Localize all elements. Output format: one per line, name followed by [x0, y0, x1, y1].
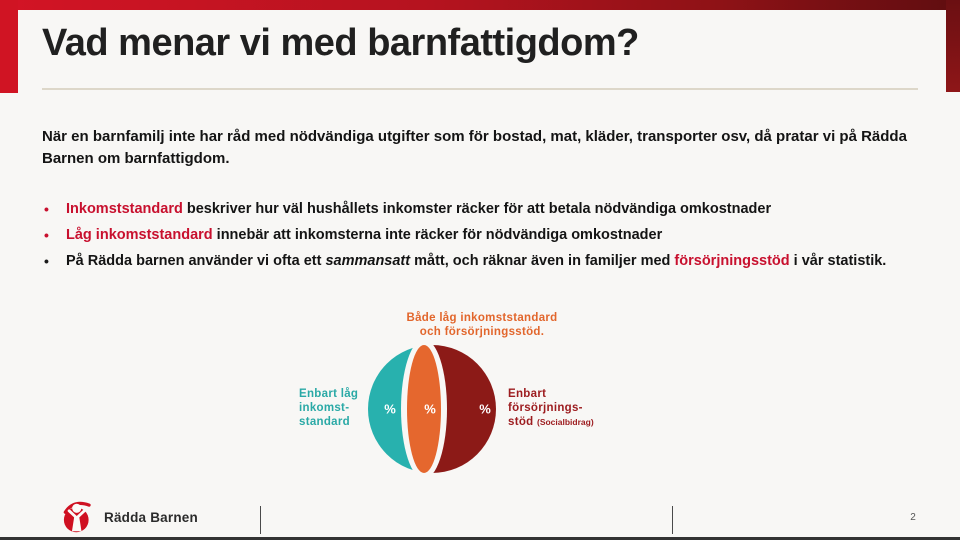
bullet-item-lag-inkomststandard — [42, 228, 938, 243]
footer-divider-right — [672, 506, 673, 534]
footer-divider-left — [260, 506, 261, 534]
bullet-text: På Rädda barnen använder vi ofta ett — [66, 253, 326, 269]
bullet-dot-icon: • — [44, 227, 49, 243]
venn-middle-value: % — [424, 401, 436, 417]
venn-right-label: Enbart försörjnings- stöd (Socialbidrag) — [508, 388, 594, 428]
bullet-highlight-word: försörjningsstöd — [674, 253, 790, 269]
radda-barnen-logo-icon — [62, 498, 100, 536]
bullet-lead: Inkomststandard — [66, 201, 183, 217]
brand-name: Rädda Barnen — [104, 510, 198, 525]
bullet-text: beskriver hur väl hushållets inkomster räcker för att betala nödvändiga omkostnader — [182, 201, 772, 217]
venn-right-value: % — [479, 401, 491, 417]
bullet-lead: Låg inkomststandard — [66, 227, 213, 243]
venn-middle-label: Både låg inkomststandard och försörjningsstöd. — [406, 312, 558, 338]
intro-paragraph: När en barnfamilj inte har råd med nödvändiga utgifter som för bostad, mat, kläder, transporter osv, då pratar vi på Rädda Barnen om barnfattigdom. — [42, 128, 907, 167]
top-red-bar — [0, 0, 960, 10]
bullet-text: i vår statistik. — [789, 253, 887, 269]
bullet-item-inkomststandard — [42, 202, 938, 217]
bullet-dot-icon: • — [44, 253, 49, 269]
slide-title: Vad menar vi med barnfattigdom? — [42, 22, 639, 64]
page-number: 2 — [910, 512, 916, 523]
bullet-dot-icon: • — [44, 201, 49, 217]
venn-right-label-sub: (Socialbidrag) — [536, 417, 594, 427]
title-divider — [42, 88, 918, 90]
venn-diagram — [352, 339, 512, 479]
right-red-strip — [946, 0, 960, 92]
bullet-list — [42, 202, 938, 280]
venn-left-label: Enbart låg inkomst- standard — [299, 388, 359, 428]
venn-left-value: % — [384, 401, 396, 417]
left-red-strip — [0, 0, 18, 93]
bullet-text: innebär att inkomsterna inte räcker för nödvändiga omkostnader — [212, 227, 663, 243]
bullet-italic-word: sammansatt — [325, 253, 411, 269]
bullet-text: mått, och räknar även in familjer med — [410, 253, 675, 269]
bullet-item-sammansatt-matt — [42, 254, 938, 269]
